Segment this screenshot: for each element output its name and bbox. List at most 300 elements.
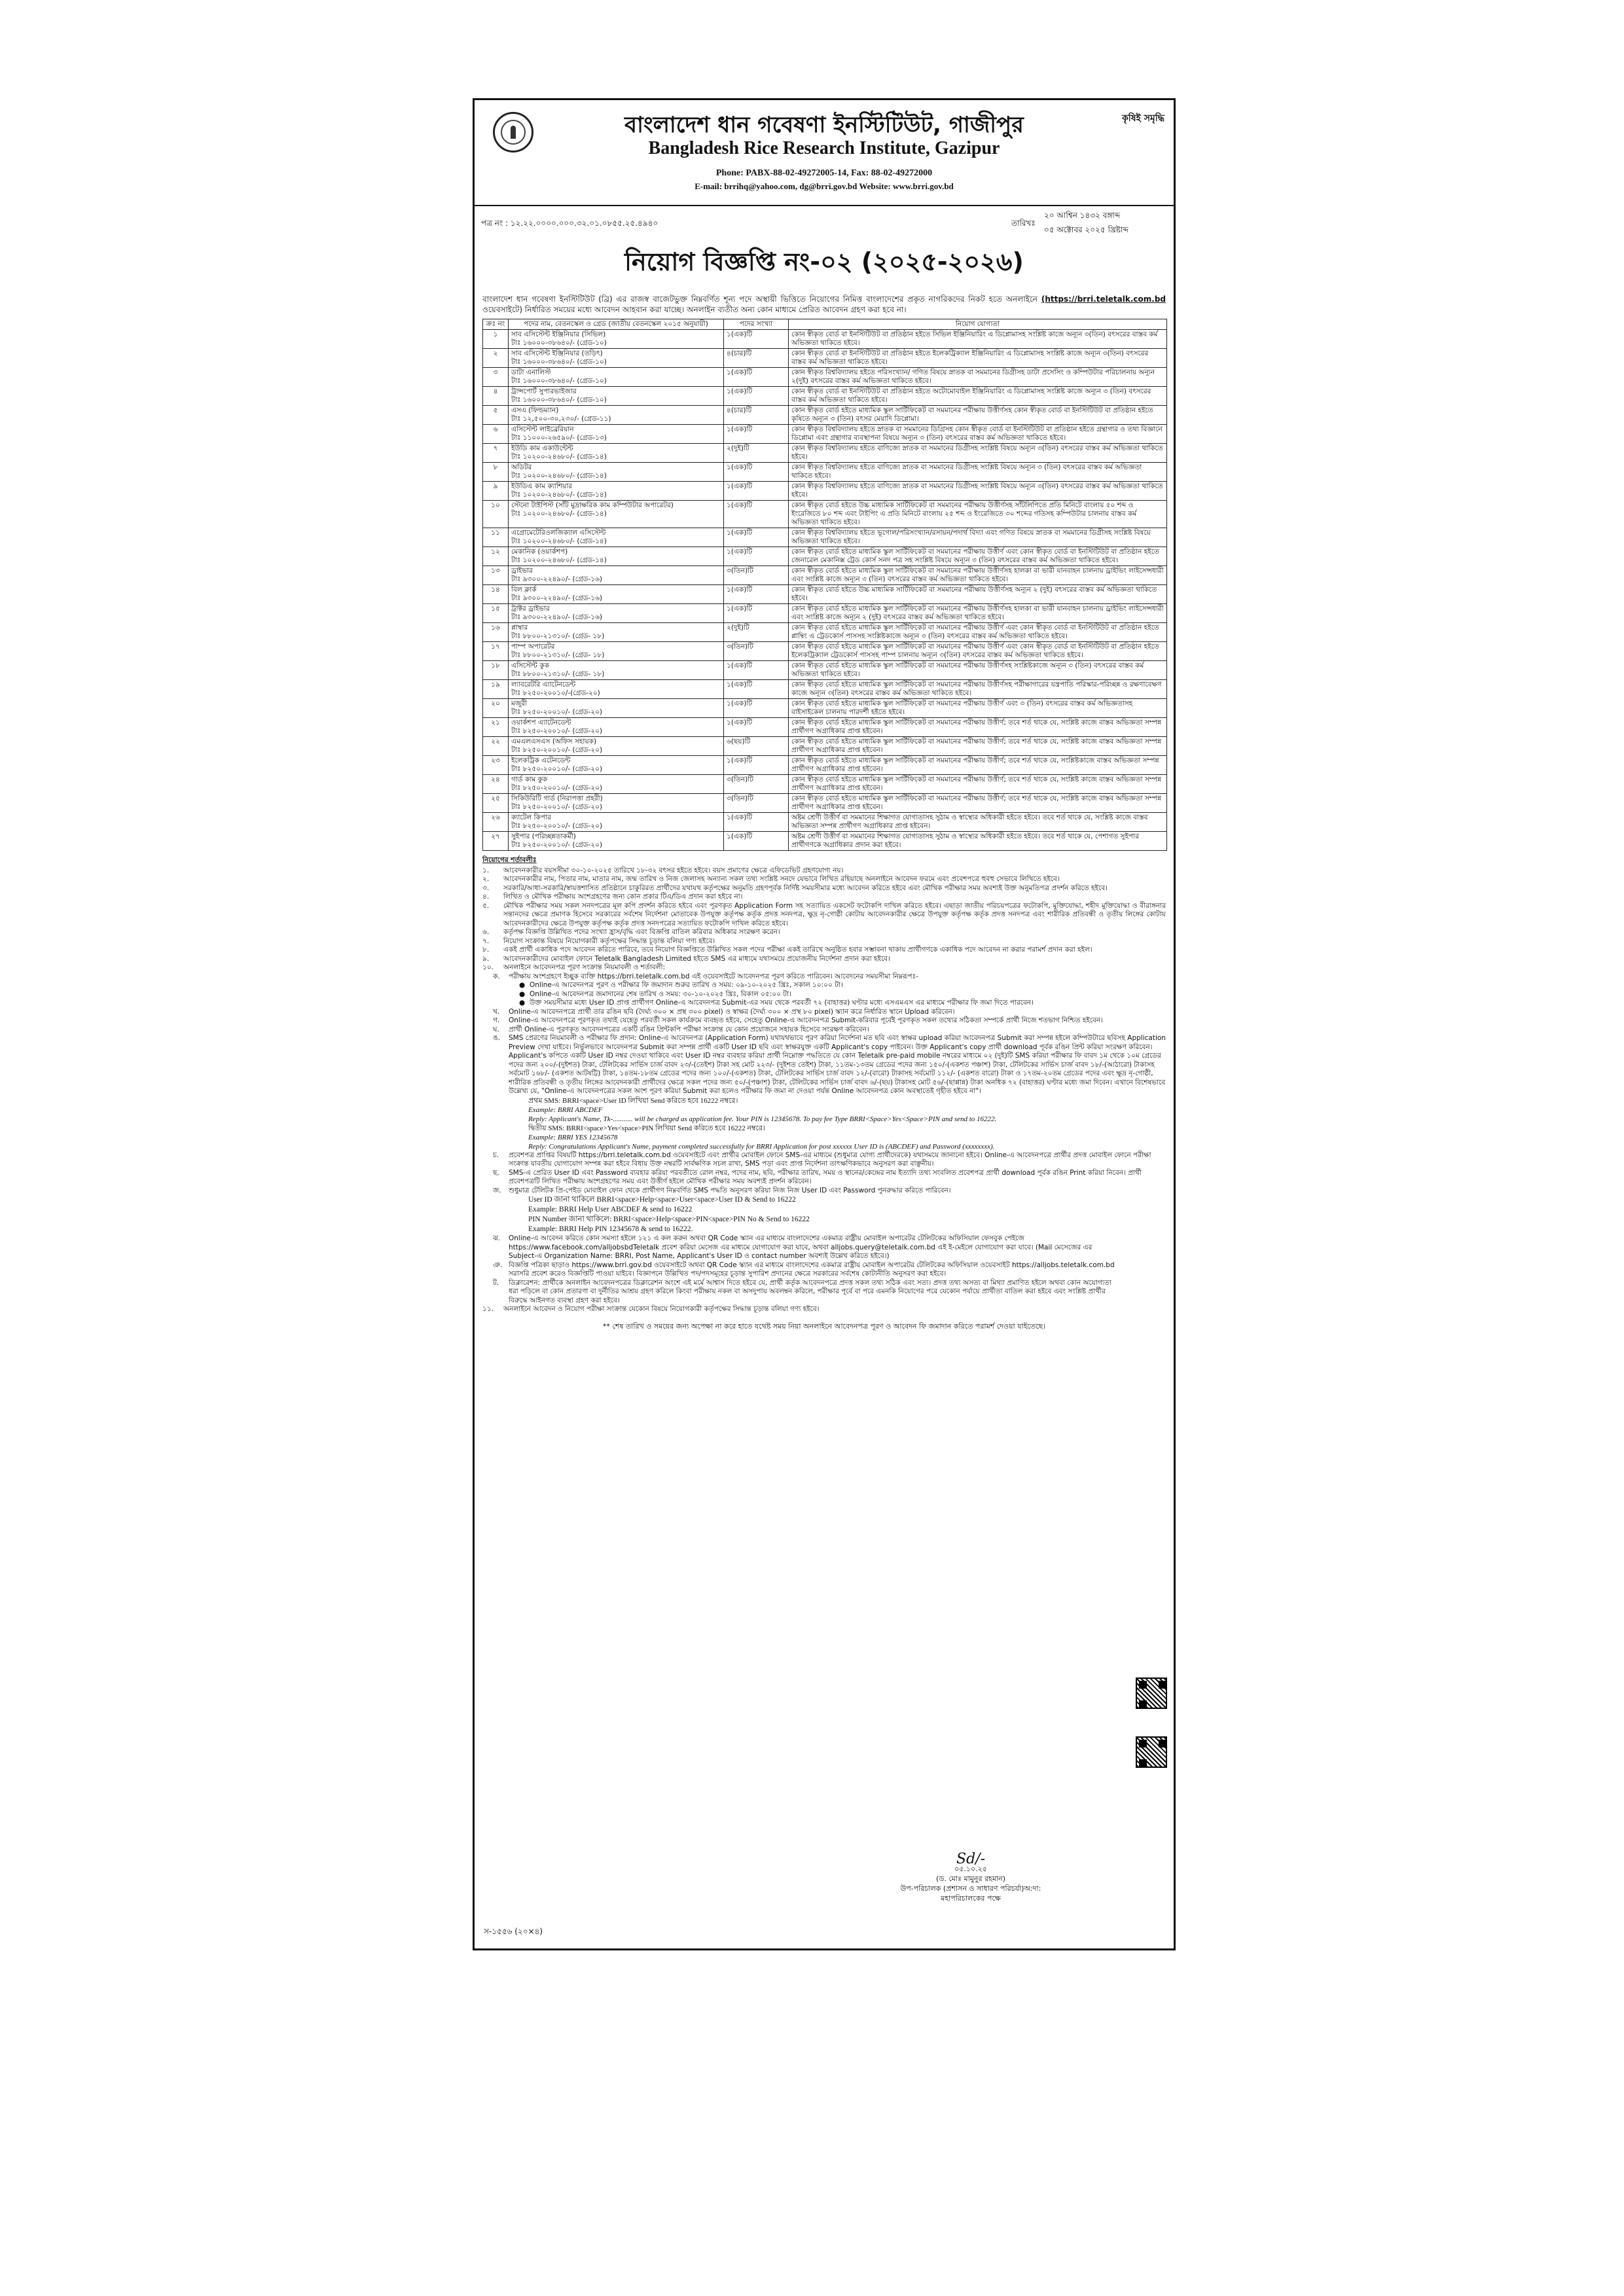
- apply-link[interactable]: (https://brri.teletalk.com.bd: [1041, 295, 1166, 304]
- term-text: আবেদনকারীদের মোবাইল ফোনে Teletalk Bangladesh Limited হইতে SMS এর মাধ্যমে যথাসময়ে প্রয়োজনীয় নির্দেশনা প্রদান করা হইবে।: [503, 954, 890, 963]
- sub-text: প্রার্থী Online-এ পূরণকৃত আবেদনপত্রের একটি রঙিন প্রিন্টকপি পরীক্ষা সংক্রান্ত যে কোন প্রয়োজনে সহায়ক হিসেবে সংরক্ষণ করিবেন।: [509, 1025, 869, 1033]
- sub-marker: ঘ.: [493, 1025, 499, 1033]
- header-qualification: নিয়োগ যোগ্যতা: [789, 319, 1167, 330]
- row-sl: ১৮: [483, 661, 509, 680]
- schedule-bullet: [519, 981, 1166, 990]
- row-post-count: ১(এক)টি: [724, 463, 789, 482]
- sub-text: SMS প্রেরণের নিয়মাবলী ও পরীক্ষার ফি প্রদান: Online-এ আবেদনপত্র (Application Form) যথাযথভাবে পূরণ করিয়া নির্দেশনা মত ছবি এবং স্বাক্ষর upload করিয়া আবেদনপত্র Submit করা সম্পন্ন হইলে কম্পিউটারে ছবিসহ Application Preview দেখা যাইবে। নির্ভুলভাবে আবেদনপত্র Submit করা সম্পন্ন প্রার্থী একটি User ID ছবি এবং স্বাক্ষরযুক্ত একটি Applicant's copy পাইবেন। উক্ত Applicant's copy প্রার্থী download পূর্বক রঙিন প্রিন্ট করিয়া সংরক্ষণ করিবেন। Applicant's কপিতে একটি User ID নম্বর দেওয়া থাকিবে এবং User ID নম্বর ব্যবহার করিয়া প্রার্থী নিম্নোক্ত পদ্ধতিতে যে কোন Teletalk pre-paid mobile নম্বরের মাধ্যমে ০২ (দুই)টি SMS করিয়া পরীক্ষার ফি বাবদ ১ম থেকে ১০ম গ্রেডের পদের জন্য ২০০/-(দুইশত) টাকা, টেলিটকের সার্ভিস চার্জ বাবদ ২৩/-(তেইশ) টাকা সহ মোট ২২৩/- (দুইশত তেইশ) টাকা, ১১তম-১৩তম গ্রেডের পদের জন্য ১৫০/-(একশত পঞ্চাশ) টাকা, টেলিটকের সার্ভিস চার্জ বাবদ ১৮/-(আঠারো) টাকাসহ সর্বমোট ১৬৮/- (একশত আটষট্টি) টাকা, ১৪তম-১৮তম গ্রেডের পদের জন্য ১০০/-(একশত) টাকা, টেলিটকের সার্ভিস চার্জ বাবদ ১২/-(বারো) টাকাসহ সর্বমোট ১১২/- (একশত বারো) টাকা ও ১৭তম-২০তম গ্রেডের পদের এবং ক্ষুদ্র নৃ-গোষ্ঠী, শারীরিক প্রতিবন্ধী ও তৃতীয় লিঙ্গের আবেদনকারী প্রার্থীদের ক্ষেত্রে সকল পদের জন্য ৫০/-(পঞ্চাশ) টাকা, টেলিটকের সার্ভিস চার্জ বাবদ ৬/-(ছয়) টাকাসহ মোট ৫৬/-(ছাপ্পান্ন) টাকা অনধিক ৭২ (বাহাত্তর) ঘণ্টার মধ্যে জমা দিবেন। এখানে বিশেষভাবে উল্লেখ্য যে, "Online-এ আবেদনপত্রের সকল অংশ পূরণ করিয়া Submit করা হলেও পরীক্ষার ফি জমা না দেওয়া পর্যন্ত Online আবেদনপত্র কোন অবস্থাতেই গৃহীত হইবে না"।: [509, 1034, 1166, 1095]
- sub-marker: খ.: [493, 1007, 500, 1016]
- row-qualification: কোন স্বীকৃত বিশ্ববিদ্যালয় হইতে বাণিজ্যে স্নাতক বা সমমানের ডিগ্রীসহ সংশ্লিষ্ট বিষয়ে অন্যূন ৩(তিন) বৎসরের বাস্তব কর্ম অভিজ্ঞতা থাকিতে হইবে।: [789, 482, 1167, 501]
- row-qualification: কোন স্বীকৃত বোর্ড হইতে মাধ্যমিক স্কুল সার্টিফিকেট বা সমমানের পরীক্ষায় উত্তীর্ণসহ কোন স্বীকৃত বোর্ড বা ইনস্টিটিউট বা প্রতিষ্ঠান হইতে কৃষিতে অন্যূন ৩ (তিন) বৎসর মেয়াদি ডিপ্লোমা।: [789, 406, 1167, 425]
- row-post-name: [509, 794, 724, 813]
- row-post-name: [509, 387, 724, 406]
- term-sub-k: [493, 973, 1166, 982]
- post-name: এসিস্টেন্ট লাইব্রেরিয়ান: [511, 425, 574, 433]
- row-post-name: [509, 528, 724, 547]
- table-row: [483, 528, 1167, 547]
- post-name: ট্রান্সপোর্ট সুপারভাইজার: [511, 387, 577, 395]
- row-sl: ৬: [483, 425, 509, 444]
- row-qualification: কোন স্বীকৃত বোর্ড হইতে মাধ্যমিক স্কুল সার্টিফিকেট বা সমমানের পরীক্ষায় উত্তীর্ণ; তবে শর্ত থাকে যে, সংশ্লিষ্টকাজে বাস্তব অভিজ্ঞতা সম্পন্ন প্রার্থীগণ অগ্রাধিকার প্রাপ্ত হইবেন।: [789, 756, 1167, 775]
- sub-marker: চ.: [493, 1151, 499, 1159]
- row-sl: ২৭: [483, 832, 509, 851]
- row-post-name: [509, 604, 724, 623]
- sub-marker: জ.: [493, 1186, 501, 1194]
- row-sl: ৭: [483, 444, 509, 463]
- signature-mark: Sd/-: [956, 1851, 985, 1867]
- table-row: [483, 718, 1167, 737]
- post-name: ইউডিএ কাম ক্যাশিয়ার: [511, 482, 572, 490]
- post-name: এগ্রোমেটেরিওলজিক্যাল এসিস্টেন্ট: [511, 529, 606, 537]
- post-name: এমএলএসএস (অফিস সহায়ক): [511, 738, 597, 745]
- post-pay-scale: টাঃ ৮২৫০-২০০১০/- (গ্রেড-২০): [511, 765, 603, 773]
- post-name: ইউডি কাম একাউন্টেন্ট: [511, 444, 573, 452]
- row-post-count: ৩(তিন)টি: [724, 775, 789, 794]
- post-name: সিকিউরিটি গার্ড (নিরাপত্তা প্রহরী): [511, 795, 603, 802]
- row-post-name: [509, 832, 724, 851]
- row-sl: ৫: [483, 406, 509, 425]
- table-row: [483, 623, 1167, 642]
- post-pay-scale: টাঃ ১১০০০-২৬৫৯০/- (গ্রেড-১৩): [511, 434, 607, 442]
- table-row: [483, 604, 1167, 623]
- post-name: বিল ক্লার্ক: [511, 586, 537, 594]
- help-line: PIN Number জানা থাকিলে: BRRI<space>Help<space>PIN<space>PIN No & Send to 16222: [528, 1215, 810, 1223]
- table-row: [483, 661, 1167, 680]
- post-pay-scale: টাঃ ১০২০০-২৪৬৮০/- (গ্রেড-১৪): [511, 537, 607, 545]
- sms2-example: Example: BRRI YES 12345678: [528, 1133, 618, 1141]
- term-11: [482, 1305, 1166, 1314]
- post-name: সাব এসিস্টেন্ট ইঞ্জিনিয়ার (সিভিল): [511, 331, 606, 338]
- sub-text: Online-এ আবেদনপত্রে প্রার্থী তার রঙিন ছবি (দৈর্ঘ্য ৩০০ × প্রস্থ ৩০০ pixel) ও স্বাক্ষর (দৈর্ঘ্য ৩০০ × প্রস্থ ৮০ pixel) স্ক্যান করে নির্ধারিত স্থানে Upload করিবেন।: [509, 1007, 955, 1016]
- qr-code-icon[interactable]: [1136, 1736, 1167, 1768]
- row-sl: ১: [483, 330, 509, 349]
- row-qualification: কোন স্বীকৃত বোর্ড হইতে মাধ্যমিক স্কুল সার্টিফিকেট বা সমমানের পরীক্ষায় উত্তীর্ণ; তবে শর্ত থাকে যে, সংশ্লিষ্ট কাজে বাস্তব অভিজ্ঞতা সম্পন্ন প্রার্থীগণ অগ্রাধিকার প্রাপ্ত হইবেন।: [789, 737, 1167, 756]
- term-sub-item: [493, 1034, 1166, 1096]
- institute-title-en: Bangladesh Rice Research Institute, Gazipur: [648, 138, 1000, 158]
- sub-marker: ঝ.: [493, 1234, 501, 1242]
- post-pay-scale: টাঃ ৯৩০০-২২৪৯০/- (গ্রেড-১৬): [511, 613, 603, 621]
- row-post-count: ৩(তিন)টি: [724, 794, 789, 813]
- row-post-name: [509, 501, 724, 528]
- row-post-name: [509, 661, 724, 680]
- term-text: সরকারি/আধা-সরকারি/স্বায়ত্তশাসিত প্রতিষ্ঠানে চাকুরিরত প্রার্থীদের যথাযথ কর্তৃপক্ষের অনুমতি গ্রহণপূর্বক নির্দিষ্ট সময়সীমার মধ্যে আবেদন করিতে হইবে এবং মৌখিক পরীক্ষার সময় অবশ্যই উক্ত অনুমতিপত্র প্রদর্শন করিতে হইবে।: [503, 884, 1108, 892]
- row-post-name: [509, 425, 724, 444]
- terms-sub-list-3: [482, 1234, 1120, 1305]
- row-post-count: ৬(ছয়)টি: [724, 737, 789, 756]
- table-row: [483, 406, 1167, 425]
- table-row: [483, 547, 1167, 566]
- term-item: [482, 884, 1166, 893]
- date-gregorian: ০৫ অক্টোবর ২০২৫ খ্রিষ্টাব্দ: [1044, 225, 1128, 234]
- post-name: স্টেনো টাইপিস্ট (সাঁট মুদ্রাক্ষরিক কাম কম্পিউটার অপারেটর): [511, 501, 674, 509]
- row-post-count: ১(এক)টি: [724, 330, 789, 349]
- sub-text: ডিক্লারেশন: প্রার্থীকে অনলাইন আবেদনপত্রের ডিক্লারেশন অংশে এই মর্মে আশ্বাস দিতে হইবে যে, প্রার্থী কর্তৃক আবেদনপত্রে প্রদত্ত সকল তথ্য সঠিক এবং সত্য। প্রদত্ত তথ্য অসত্য বা মিথ্যা প্রমাণিত হইলে অথবা কোন অযোগ্যতা ধরা পড়িলে বা কোন প্রতারণা বা দুর্নীতির আশ্রয় গ্রহণ করিলে কিংবা পরীক্ষায় নকল বা অসদুপায় অবলম্বন করিলে, পরীক্ষার পূর্বে বা পরে এমনকি নিয়োগের পরে যেকোন পর্যায়ে প্রার্থীতা বাতিল করা হইবে এবং সংশ্লিষ্ট প্রার্থীর বিরুদ্ধে আইনগত ব্যবস্থা গ্রহণ করা হইবে।: [509, 1278, 1111, 1304]
- header-sl: ক্রঃ নং: [483, 319, 509, 330]
- sub-text: প্রবেশপত্র প্রাপ্তির বিষয়টি https://brri.teletalk.com.bd ওয়েবসাইটে এবং প্রার্থীর মোবাইল ফোনে SMS-এর মাধ্যমে (শুধুমাত্র যোগ্য প্রার্থীদেরকে) যথাসময়ে জানানো হইবে। Online-এ আবেদনপত্রে প্রার্থীর প্রদত্ত মোবাইল ফোনে পরীক্ষা সংক্রান্ত যাবতীয় যোগাযোগ সম্পন্ন করা হইবে বিধায় উক্ত নম্বরটি সার্বক্ষণিক সচল রাখা, SMS পড়া এবং প্রাপ্ত নির্দেশনা তাৎক্ষণিকভাবে অনুসরণ করা বাঞ্ছনীয়।: [509, 1151, 1151, 1168]
- intro-paragraph: [482, 294, 1166, 315]
- term-text: আবেদনকারীর নাম, পিতার নাম, মাতার নাম, জন্ম তারিখ ও নিজ জেলাসহ অন্যান্য সকল তথ্য সংশ্লিষ্ট সনদে যেভাবে লিখিত রহিয়াছে অনলাইনে আবেদন ফরমে এবং প্রবেশপত্রে হুবহু সেভাবে লিখিতে হইবে।: [503, 875, 1060, 883]
- header-post-count: পদের সংখ্যা: [724, 319, 789, 330]
- table-row: [483, 794, 1167, 813]
- row-qualification: কোন স্বীকৃত বোর্ড বা ইনস্টিটিউট বা প্রতিষ্ঠান হইতে ইলেকট্রিক্যাল ইঞ্জিনিয়ারিং এ ডিপ্লোমাসহ সংশ্লিষ্ট কাজে অন্যূন ৩(তিন) বৎসরের বাস্তব কর্ম অভিজ্ঞতা থাকিতে হইবে।: [789, 349, 1167, 368]
- table-row: [483, 699, 1167, 718]
- term-item: [482, 937, 1166, 946]
- row-sl: ২১: [483, 718, 509, 737]
- post-name: ড্রাইভার: [511, 567, 533, 575]
- row-post-count: ১(এক)টি: [724, 585, 789, 604]
- row-sl: ২: [483, 349, 509, 368]
- sms1-reply: Reply: Applicant's Name, Tk-........... will be charged as application fee. Your PIN is 12345678. To pay fee Type BRRI<Space>Yes<Space>PIN and send to 16222.: [528, 1115, 997, 1123]
- term-item: [482, 893, 1166, 902]
- term-marker: ৯.: [482, 954, 490, 963]
- phone-line: Phone: PABX-88-02-49272005-14, Fax: 88-02-49272000: [715, 168, 933, 178]
- row-qualification: কোন স্বীকৃত বিশ্ববিদ্যালয় হইতে বাণিজ্যে স্নাতক বা সমমানের ডিগ্রীসহ সংশ্লিষ্ট বিষয়ে অন্যূন ৩ (তিন) বৎসরের বাস্তব কর্ম অভিজ্ঞতা থাকিতে হইবে।: [789, 463, 1167, 482]
- term-marker: ১.: [482, 866, 490, 874]
- row-post-count: ২(দুই)টি: [724, 623, 789, 642]
- term-marker: ৩.: [482, 884, 490, 892]
- row-post-name: [509, 756, 724, 775]
- row-post-count: ৩(তিন)টি: [724, 642, 789, 661]
- post-name: ওয়ার্কশপ এ্যাটেনডেন্ট: [511, 719, 571, 726]
- row-qualification: কোন স্বীকৃত বোর্ড হইতে মাধ্যমিক স্কুল সার্টিফিকেট বা সমমানের পরীক্ষায় উত্তীর্ণ; তবে শর্ত থাকে যে, সংশ্লিষ্ট কাজে বাস্তব অভিজ্ঞতা সম্পন্ন প্রার্থীগণ অগ্রাধিকার প্রাপ্ত হইবেন।: [789, 794, 1167, 813]
- term-marker: ১০.: [482, 963, 494, 971]
- term-sub-item: [493, 1234, 1120, 1261]
- memo-number: পত্র নং : ১২.২২.০০০০.০০০.৩২.০১.০৮৫৫.২৫.৪৯৪০: [481, 219, 659, 228]
- row-qualification: অষ্টম শ্রেণী উত্তীর্ণ বা সমমানের শিক্ষাগত যোগ্যতাসহ সুঠাম ও স্বাস্থ্যের অধিকারী হইতে হইবে। তবে শর্ত থাকে যে, সংশ্লিষ্ট কাজে বাস্তব অভিজ্ঞতা সম্পন্ন প্রার্থীগণ অগ্রাধিকার প্রাপ্ত হইবেন।: [789, 813, 1167, 832]
- signatory-designation: উপ-পরিচালক (প্রশাসন ও সাধারণ পরিচর্যা)অ:দা:: [900, 1884, 1041, 1893]
- slogan: কৃষিই সমৃদ্ধি: [1122, 113, 1164, 124]
- row-post-count: ১(এক)টি: [724, 547, 789, 566]
- row-qualification: অষ্টম শ্রেণী উত্তীর্ণ বা সমমানের শিক্ষাগত যোগ্যতাসহ সুঠাম ও স্বাস্থ্যের অধিকারী হইতে হইবে। তবে শর্ত থাকে যে, পেশাগত সুইপার প্রার্থীগণকে অগ্রাধিকার প্রদান করা হইবে।: [789, 832, 1167, 851]
- row-post-count: ১(এক)টি: [724, 680, 789, 699]
- table-row: [483, 349, 1167, 368]
- memo-line: [475, 206, 1174, 239]
- row-post-count: ১(এক)টি: [724, 661, 789, 680]
- sub-text: শুধুমাত্র টেলিটক প্রি-পেইড মোবাইল ফোন থেকে প্রার্থীগণ নিম্নবর্ণিত SMS পদ্ধতি অনুসরণ করিয়া নিজ নিজ User ID এবং Password পুনরুদ্ধার করিতে পারিবেন।: [509, 1186, 951, 1194]
- table-row: [483, 482, 1167, 501]
- post-pay-scale: টাঃ ৮৮০০-২১৩১০/- (গ্রেড- ১৮): [511, 670, 605, 678]
- post-name: মেকানিক (ওয়ার্কশপ): [511, 548, 568, 556]
- table-row: [483, 642, 1167, 661]
- term-text: আবেদনকারীর বয়সসীমা ৩০-১০-২০২৫ তারিখে ১৮-৩২ বৎসর হইতে হইবে। বয়স প্রমাণের ক্ষেত্রে এফিডেভিট গ্রহণযোগ্য নয়।: [503, 866, 844, 874]
- post-pay-scale: টাঃ ১০২০০-২৪৬৮০/- (গ্রেড-১৪): [511, 453, 607, 461]
- row-sl: ১২: [483, 547, 509, 566]
- row-qualification: কোন স্বীকৃত বিশ্ববিদ্যালয় হইতে বাণিজ্যে স্নাতক বা সমমানের ডিগ্রীসহ সংশ্লিষ্ট বিষয়ে অন্যূন ৩(তিন) বৎসরের বাস্তব কর্ম অভিজ্ঞতা থাকিতে হইবে।: [789, 444, 1167, 463]
- term-text: লিখিত ও মৌখিক পরীক্ষায় অংশগ্রহণের জন্য কোন প্রকার টিএ/ডিএ প্রদান করা হইবে না।: [503, 893, 743, 901]
- post-pay-scale: টাঃ ১৬০০০-৩৮৬৪০/- (গ্রেড-১০): [511, 396, 607, 404]
- row-sl: ২৬: [483, 813, 509, 832]
- letterhead: [475, 100, 1174, 206]
- row-qualification: কোন স্বীকৃত বোর্ড বা ইনস্টিটিউট বা প্রতিষ্ঠান হইতে সিভিল ইঞ্জিনিয়ারিং এ ডিপ্লোমাসহ সংশ্লিষ্ট কাজে অন্যূন ৩(তিন) বৎসরের বাস্তব কর্ম অভিজ্ঞতা থাকিতে হইবে।: [789, 330, 1167, 349]
- footer-code: স-১৫৫৬ (২০×৪): [484, 1927, 543, 1936]
- table-row: [483, 832, 1167, 851]
- sub-text: পরীক্ষায় অংশগ্রহণে ইচ্ছুক ব্যক্তি https://brri.teletalk.com.bd এই ওয়েবসাইটে আবেদনপত্র পূরণ করিতে পারিবেন। আবেদনের সময়সীমা নিম্নরূপঃ-: [509, 972, 918, 980]
- posts-table-body: [483, 330, 1167, 851]
- signatory-on-behalf: মহাপরিচালকের পক্ষে: [941, 1894, 1001, 1903]
- post-pay-scale: টাঃ ৮২৫০-২০০১০/- (গ্রেড-২০): [511, 727, 603, 735]
- post-pay-scale: টাঃ ১০২০০-২৪৬৮০/- (গ্রেড-১৪): [511, 472, 607, 480]
- post-name: সুইপার (পরিচ্ছন্নতাকর্মী): [511, 833, 576, 840]
- row-post-count: ১(এক)টি: [724, 718, 789, 737]
- row-qualification: কোন স্বীকৃত বিশ্ববিদ্যালয় হইতে স্নাতক বা সমমানের ডিগ্রিসহ কোন স্বীকৃত বোর্ড বা ইনস্টিটিউট বা প্রতিষ্ঠান হইতে গ্রন্থাগার ও তথ্য বিজ্ঞানে ডিপ্লোমা এবং গ্রন্থাগার ব্যবস্থাপনা বিষয়ে অন্যূন ৩ (তিন) বৎসরের বাস্তব কর্ম অভিজ্ঞতা থাকিতে হইবে।: [789, 425, 1167, 444]
- date-label: তারিখঃ: [1011, 219, 1036, 228]
- term-marker: ৪.: [482, 893, 490, 901]
- posts-table: [482, 319, 1167, 851]
- post-pay-scale: টাঃ ৮২৫০-২০০১০/- (গ্রেড-২০): [511, 746, 603, 754]
- table-row: [483, 387, 1167, 406]
- post-pay-scale: টাঃ ৮২৫০-২০০১০/-(গ্রেড-২০): [511, 689, 600, 697]
- row-post-name: [509, 775, 724, 794]
- header-post-name: পদের নাম, বেতনস্কেল ও গ্রেড (জাতীয় বেতনস্কেল ২০১৫ অনুযায়ী): [509, 319, 724, 330]
- row-qualification: কোন স্বীকৃত বোর্ড হইতে মাধ্যমিক স্কুল সার্টিফিকেট বা সমমানের পরীক্ষায় উত্তীর্ণসহ হালকা বা ভারী যানবাহন চালনায় ড্রাইভিং লাইসেন্সধারী এবং সংশ্লিষ্ট কাজে অন্যূন ২ (দুই) বৎসরের বাস্তব কর্ম অভিজ্ঞতা থাকিতে হইবে।: [789, 604, 1167, 623]
- row-qualification: কোন স্বীকৃত বোর্ড হইতে মাধ্যমিক স্কুল সার্টিফিকেট বা সমমানের পরীক্ষায় উত্তীর্ণ এবং কোন স্বীকৃত বোর্ড বা ইনস্টিটিউট বা প্রতিষ্ঠান হইতে জেনারেল মেকানিক্স ট্রেড কোর্স সনদ পত্র সহ সংশ্লিষ্ট বিষয়ে অন্যূন ৩ (তিন) বৎসরের বাস্তব কর্ম অভিজ্ঞতা থাকিতে হইবে।: [789, 547, 1167, 566]
- row-sl: ১৭: [483, 642, 509, 661]
- row-qualification: কোন স্বীকৃত বোর্ড হইতে মাধ্যমিক স্কুল সার্টিফিকেট বা সমমানের পরীক্ষায় উত্তীর্ণ; তবে শর্ত থাকে যে, সংশ্লিষ্ট কাজে বাস্তব অভিজ্ঞতা সম্পন্ন প্রার্থীগণ অগ্রাধিকার প্রাপ্ত হইবেন।: [789, 718, 1167, 737]
- sub-marker: ঞ.: [493, 1261, 503, 1269]
- post-name: পাম্প অপারেটর: [511, 643, 555, 651]
- closing-note: ** শেষ তারিখ ও সময়ের জন্য অপেক্ষা না করে হাতে যথেষ্ট সময় নিয়া অনলাইনে আবেদনপত্র পূরণ ও আবেদন ফি জমাদান করিতে পরামর্শ দেওয়া যাইতেছে।: [602, 1321, 1046, 1331]
- help-line: User ID জানা থাকিলে BRRI<space>Help<space>User<space>User ID & Send to 16222: [528, 1196, 796, 1204]
- term-text: অনলাইনে আবেদন ও নিয়োগ পরীক্ষা সংক্রান্ত যেকোন বিষয়ে নিয়োগকারী কর্তৃপক্ষের সিদ্ধান্ত চূড়ান্ত বলিয়া গণ্য হইবে।: [503, 1305, 820, 1313]
- post-pay-scale: টাঃ ৮২৫০-২০০১০/- (গ্রেড-২০): [511, 803, 603, 811]
- post-pay-scale: টাঃ ১৬০০০-৩৮৬৪০/- (গ্রেড-১০): [511, 358, 607, 366]
- bullet-text: Online-এ আবেদনপত্র জমাদানের শেষ তারিখ ও সময়: ৩০-১০-২০২৫ খ্রিঃ, বিকাল ০৫:০০ টা।: [530, 990, 791, 998]
- row-qualification: কোন স্বীকৃত বোর্ড হইতে উচ্চ মাধ্যমিক সার্টিফিকেট বা সমমানের পরীক্ষায় উত্তীর্ণসহ অন্যূন ২ (দুই) বৎসরের বাস্তব কর্ম অভিজ্ঞতা থাকিতে হইবে।: [789, 585, 1167, 604]
- date-bengali: ২০ আশ্বিন ১৪৩২ বঙ্গাব্দ: [1044, 211, 1121, 220]
- table-row: [483, 463, 1167, 482]
- term-marker: ৬.: [482, 928, 490, 936]
- sub-text: SMS-এ প্রেরিত User ID এবং Password ব্যবহার করিয়া পরবর্তীতে রোল নম্বর, পদের নাম, ছবি, পরীক্ষার তারিখ, সময় ও স্থানের/কেন্দ্রের নাম ইত্যাদি তথ্য সংবলিত প্রবেশপত্র প্রার্থী download পূর্বক রঙিন Print করিয়া নিবেন। প্রার্থী প্রবেশপত্রটি লিখিত পরীক্ষায় অংশগ্রহণের সময় এবং উত্তীর্ণ হইলে মৌখিক পরীক্ষার সময় অবশ্যই প্রদর্শন করিবেন।: [509, 1168, 1142, 1185]
- row-sl: ৪: [483, 387, 509, 406]
- sub-marker: ক.: [493, 972, 500, 980]
- row-qualification: কোন স্বীকৃত বোর্ড হইতে উচ্চ মাধ্যমিক সার্টিফিকেট বা সমমানের পরীক্ষায় উত্তীর্ণসহ সাঁটলিপিতে প্রতি মিনিটে বাংলায় ৫০ শব্দ ও ইংরেজিতে ৮০ শব্দ এবং টাইপিং এ প্রতি মিনিটে বাংলায় ২৫ শব্দ ও ইংরেজিতে ৩০ শব্দের গতিসহ কম্পিউটার চালনায় বাস্তব কর্ম অভিজ্ঞতা থাকিতে হইবে।: [789, 501, 1167, 528]
- term-sub-item: [493, 1261, 1120, 1279]
- row-sl: ২০: [483, 699, 509, 718]
- term-item: [482, 902, 1166, 929]
- post-name: ডাটা এনালিস্ট: [511, 368, 551, 376]
- row-sl: ১৫: [483, 604, 509, 623]
- row-qualification: কোন স্বীকৃত বোর্ড হইতে মাধ্যমিক স্কুল সার্টিফিকেট বা সমমানের পরীক্ষায় উত্তীর্ণ; তবে শর্ত থাকে যে, সংশ্লিষ্ট কাজে বাস্তব অভিজ্ঞতা সম্পন্ন প্রার্থীগণ অগ্রাধিকার প্রাপ্ত হইবেন।: [789, 775, 1167, 794]
- terms-sub-list: [482, 1008, 1166, 1096]
- table-row: [483, 585, 1167, 604]
- row-post-name: [509, 813, 724, 832]
- schedule-bullets: [482, 981, 1166, 1008]
- term-text: নিয়োগ সংক্রান্ত বিষয়ে নিয়োগকারী কর্তৃপক্ষের সিদ্ধান্ত চূড়ান্ত বলিয়া গণ্য হইবে।: [503, 937, 715, 945]
- row-post-name: [509, 699, 724, 718]
- row-post-name: [509, 566, 724, 585]
- row-post-name: [509, 330, 724, 349]
- post-pay-scale: টাঃ ৮৮০০-২১৩১০/- (গ্রেড- ১৮): [511, 632, 605, 640]
- bullet-icon: ●: [519, 981, 526, 989]
- post-name: সাব এসিস্টেন্ট ইঞ্জিনিয়ার (তড়িৎ): [511, 350, 603, 357]
- intro-text-after: ওয়েবসাইটে) নির্ধারিত সময়ের মধ্যে আবেদন আহবান করা যাচ্ছে। অনলাইন ব্যতীত অন্য কোন মাধ্যমে প্রেরিত আবেদন গ্রহণ করা হবে না।: [482, 305, 907, 314]
- table-row: [483, 566, 1167, 585]
- table-row: [483, 444, 1167, 463]
- table-row: [483, 813, 1167, 832]
- term-item: [482, 875, 1166, 884]
- row-post-count: ১(এক)টি: [724, 482, 789, 501]
- sub-marker: ছ.: [493, 1168, 499, 1177]
- term-sub-item: [493, 1016, 1166, 1026]
- post-pay-scale: টাঃ ১৬০০০-৩৮৬৪০/- (গ্রেড-১০): [511, 377, 607, 385]
- term-marker: ৫.: [482, 901, 490, 910]
- term-item: [482, 928, 1166, 937]
- terms-list: [482, 867, 1166, 973]
- email-line: E-mail: brrihq@yahoo.com, dg@brri.gov.bd Website: www.brri.gov.bd: [695, 181, 954, 191]
- row-post-name: [509, 642, 724, 661]
- row-sl: ২৪: [483, 775, 509, 794]
- row-sl: ১৯: [483, 680, 509, 699]
- term-text: মৌখিক পরীক্ষার সময় সকল সনদপত্রের মূল কপি প্রদর্শন করিতে হইবে এবং পূরণকৃত Application Form সহ সত্যায়িত একসেট ফটোকপি দাখিল করিতে হইবে। এছাড়া জাতীয় পরিচয়পত্রের ফটোকপি, মুক্তিযোদ্ধা, শহীদ মুক্তিযোদ্ধা ও বীরাঙ্গনার সন্তানদের ক্ষেত্রে প্রমাণক হিসেবে সরকারের সর্বশেষ নির্দেশনা মোতাবেক উপযুক্ত কর্তৃপক্ষ কর্তৃক প্রদত্ত সনদপত্র, ক্ষুদ্র নৃ-গোষ্ঠী কোটায় আবেদনকারীর ক্ষেত্রে উপযুক্ত কর্তৃপক্ষ কর্তৃক প্রদত্ত সনদপত্র এবং শারীরিক প্রতিবন্ধী ও তৃতীয় লিঙ্গের কোটায় আবেদনকারীদের ক্ষেত্রে উপযুক্ত কর্তৃপক্ষ কর্তৃক প্রদত্ত সনদপত্রের সত্যায়িত ফটোকপি দাখিল করিতে হইবে।: [503, 901, 1166, 927]
- notice-sheet: [473, 98, 1176, 1950]
- row-post-count: ১(এক)টি: [724, 387, 789, 406]
- term-sub-item: [493, 1169, 1166, 1187]
- post-pay-scale: টাঃ ৮২৫০-২০০১০/- (গ্রেড-২০): [511, 708, 603, 716]
- term-marker: ৮.: [482, 946, 490, 954]
- post-name: গার্ড কাম কুক: [511, 776, 548, 783]
- row-sl: ১৪: [483, 585, 509, 604]
- sub-text: Online-এ আবেদনপত্রে পূরণকৃত তথ্যই যেহেতু পরবর্তী সকল কার্যক্রমে ব্যবহৃত হইবে, সেহেতু Online-এ আবেদনপত্র Submit-করিবার পূর্বেই পূরণকৃত সকল তথ্যের সঠিকতা সম্পর্কে প্রার্থী নিজে শতভাগ নিশ্চিত হইবেন।: [509, 1016, 1103, 1024]
- post-name: ল্যাবরেটরি এ্যাটেনডেন্ট: [511, 681, 576, 689]
- post-name: অডিটর: [511, 463, 532, 471]
- row-post-count: ১(এক)টি: [724, 832, 789, 851]
- post-pay-scale: টাঃ ৯৩০০-২২৪৯০/- (গ্রেড-১৬): [511, 575, 603, 583]
- term-item: [482, 946, 1166, 955]
- row-post-count: ২(দুই)টি: [724, 444, 789, 463]
- row-post-name: [509, 737, 724, 756]
- post-pay-scale: টাঃ ১০২০০-২৪৬৮০/- (গ্রেড-১৪): [511, 491, 607, 499]
- post-name: মজুরী: [511, 700, 528, 708]
- term-marker: ১১.: [482, 1305, 494, 1313]
- row-sl: ১৬: [483, 623, 509, 642]
- term-text: একই প্রার্থী একাধিক পদে আবেদন করিতে পারিবে, তবে নিয়োগ বিজ্ঞপ্তিতে উল্লিখিত সকল পদের পরীক্ষা একই তারিখে অনুষ্ঠিত হবার সম্ভাবনা থাকায় প্রার্থীগণকে একাধিক পদে আবেদন না করার পরামর্শ প্রদান করা হইল।: [503, 946, 1092, 954]
- signatory-name: (ড. মোঃ মামুনুর রহমান): [935, 1874, 1005, 1883]
- row-post-count: ৩(তিন)টি: [724, 566, 789, 585]
- schedule-bullet: [519, 999, 1166, 1008]
- row-post-name: [509, 585, 724, 604]
- signature-block: [866, 1851, 1075, 1903]
- row-qualification: কোন স্বীকৃত বোর্ড হইতে মাধ্যমিক স্কুল সার্টিফিকেট বা সমমানের পরীক্ষায় উত্তীর্ণ এবং ৩ (তিন) বৎসরের বাস্তব কর্ম অভিজ্ঞতাসহ বাইসাইকেল চালনায় পারদর্শী হইতে হইবে।: [789, 699, 1167, 718]
- row-post-name: [509, 547, 724, 566]
- term-marker: ২.: [482, 875, 490, 883]
- table-row: [483, 330, 1167, 349]
- bullet-text: Online-এ আবেদনপত্র পূরণ ও পরীক্ষার ফি জমাদান শুরুর তারিখ ও সময়: ০৯-১০-২০২৫ খ্রিঃ, সকাল ১০:০০ টা।: [530, 981, 843, 989]
- post-pay-scale: টাঃ ৮২৫০-২০০১০/- (গ্রেড-২০): [511, 841, 603, 849]
- row-sl: ২৫: [483, 794, 509, 813]
- sms1-label: প্রথম SMS: BRRI<space>User ID লিখিয়া Send করিতে হবে 16222 নম্বরে।: [528, 1096, 738, 1105]
- row-post-name: [509, 463, 724, 482]
- row-sl: ১১: [483, 528, 509, 547]
- row-post-name: [509, 623, 724, 642]
- term-sub-item: [493, 1026, 1166, 1035]
- row-post-count: ১(এক)টি: [724, 425, 789, 444]
- sub-marker: ঙ.: [493, 1034, 501, 1042]
- term-marker: ৭.: [482, 937, 490, 945]
- row-sl: ২২: [483, 737, 509, 756]
- post-pay-scale: টাঃ ১০২০০-২৪৬৮০/- (গ্রেড-১৪): [511, 510, 607, 518]
- post-pay-scale: টাঃ ১০২০০-২৪৬৮০/- (গ্রেড-১৪): [511, 556, 607, 564]
- table-row: [483, 737, 1167, 756]
- row-post-count: ১(এক)টি: [724, 604, 789, 623]
- term-sub-item: [493, 1187, 1166, 1196]
- row-post-count: ১(এক)টি: [724, 756, 789, 775]
- term-sub-item: [493, 1279, 1120, 1306]
- help-line: Example: BRRI Help PIN 12345678 & send to 16222.: [528, 1225, 693, 1233]
- help-line: Example: BRRI Help User ABCDEF & send to 16222: [528, 1206, 693, 1213]
- post-pay-scale: টাঃ ১২,৫০০-৩০,২৩০/- (গ্রেড-১১): [511, 415, 611, 423]
- term-sub-item: [493, 1008, 1166, 1017]
- term-item: [482, 867, 1166, 876]
- post-name: ট্রাক্টর ড্রাইভার: [511, 605, 550, 613]
- row-post-name: [509, 680, 724, 699]
- post-name: প্লাম্বার: [511, 624, 528, 632]
- row-sl: ১০: [483, 501, 509, 528]
- sub-marker: ট.: [493, 1278, 499, 1287]
- term-item: [482, 963, 1166, 973]
- sms1-example: Example: BRRI ABCDEF: [528, 1105, 603, 1114]
- post-pay-scale: টাঃ ৮২৫০-২০০১০/- (গ্রেড-২০): [511, 822, 603, 830]
- row-post-count: ৪(চার)টি: [724, 406, 789, 425]
- term-item: [482, 955, 1166, 964]
- schedule-bullet: [519, 990, 1166, 999]
- row-post-name: [509, 406, 724, 425]
- sub-text: বিজ্ঞপ্তি পত্রিকা ছাড়াও https://www.brri.gov.bd ওয়েবসাইটে অথবা QR Code স্ক্যান এর মাধ্যমে বাংলাদেশের একমাত্র রাষ্ট্রীয় মোবাইল অপারেটর টেলিটকের অফিসিয়াল ওয়েবসাইট https://alljobs.teletalk.com.bd সরাসরি প্রবেশ করেও বিজ্ঞপ্তিটি পাওয়া যাইবে। বিজ্ঞাপনে উল্লিখিত পদ/পদসমূহের চূড়ান্ত সুপারিশ প্রদানের ক্ষেত্রে সরকারের সর্বশেষ কোটানীতি অনুসরণ করা হইবে।: [509, 1261, 1115, 1278]
- terms-sub-list-2: [482, 1151, 1166, 1196]
- terms-section: [482, 856, 1166, 1314]
- contact-block: [482, 1234, 1166, 1305]
- row-post-count: ১(এক)টি: [724, 501, 789, 528]
- bullet-icon: ●: [519, 990, 526, 998]
- post-pay-scale: টাঃ ৮৮০০-২১৩১০/- (গ্রেড- ১৮): [511, 651, 605, 659]
- row-qualification: কোন স্বীকৃত বিশ্ববিদ্যালয় হইতে পরিসংখ্যান/ গণিত বিষয়ে স্নাতক বা সমমানের ডিগ্রীসহ ডাটা প্রসেসিং ও কম্পিউটার পরিচালনায় অন্যূন ২(দুই) বৎসরের বাস্তব কর্ম অভিজ্ঞতা থাকিতে হইবে।: [789, 368, 1167, 387]
- row-post-count: ৪(চার)টি: [724, 349, 789, 368]
- post-pay-scale: টাঃ ১৬০০০-৩৮৬৪০/- (গ্রেড-১০): [511, 339, 607, 347]
- post-name: এসএ (ফিল্ডম্যান): [511, 406, 559, 414]
- intro-text-before: বাংলাদেশ ধান গবেষণা ইনস্টিটিউট (ব্রি) এর রাজস্ব বাজেটভুক্ত নিম্নবর্ণিত শূন্য পদে অস্থায়ী ভিত্তিতে নিয়োগের নিমিত্ত বাংলাদেশের প্রকৃত নাগরিকদের নিকট হতে অনলাইনে: [482, 295, 1041, 304]
- row-post-name: [509, 718, 724, 737]
- row-post-name: [509, 444, 724, 463]
- row-sl: ২৩: [483, 756, 509, 775]
- table-row: [483, 368, 1167, 387]
- terms-title: নিয়োগের শর্তাবলীঃ: [482, 856, 537, 864]
- post-name: ক্যাটেল কিপার: [511, 814, 551, 821]
- bullet-icon: ●: [519, 999, 526, 1007]
- term-sub-item: [493, 1151, 1166, 1169]
- row-sl: ৮: [483, 463, 509, 482]
- row-post-count: ১(এক)টি: [724, 813, 789, 832]
- notice-title: নিয়োগ বিজ্ঞপ্তি নং-০২ (২০২৫-২০২৬): [624, 247, 1024, 276]
- institute-title-bn: বাংলাদেশ ধান গবেষণা ইনস্টিটিউট, গাজীপুর: [624, 112, 1024, 138]
- row-post-name: [509, 349, 724, 368]
- table-row: [483, 425, 1167, 444]
- term-text: অনলাইনে আবেদনপত্র পূরণ সংক্রান্ত নিয়মাবলী ও শর্তাবলী:: [503, 963, 665, 971]
- row-qualification: কোন স্বীকৃত বোর্ড হইতে মাধ্যমিক স্কুল সার্টিফিকেট বা সমমানের পরীক্ষায় উত্তীর্ণ এবং কোন স্বীকৃত বোর্ড বা ইনস্টিটিউট বা প্রতিষ্ঠান হইতে ইলেকট্রিক্যাল ট্রেডকোর্স পাসসহ পাম্প চালনায় অন্যূন ৩(তিন) বৎসরের বাস্তব কর্ম অভিজ্ঞতা থাকিতে হইবে।: [789, 642, 1167, 661]
- row-sl: ৯: [483, 482, 509, 501]
- qr-code-icon[interactable]: [1136, 1677, 1167, 1709]
- post-name: ইলেকট্রিক এটেনডেন্ট: [511, 757, 571, 764]
- sms2-label: দ্বিতীয় SMS: BRRI<space>Yes<space>PIN লিখিয়া Send করিতে হবে 16222 নম্বরে।: [528, 1124, 765, 1132]
- table-row: [483, 756, 1167, 775]
- row-qualification: কোন স্বীকৃত বোর্ড বা ইনস্টিটিউট বা প্রতিষ্ঠান হইতে অটোমোবাইল ইঞ্জিনিয়ারিং এ ডিপ্লোমাসহ সংশ্লিষ্ট কাজে অন্যূন ৩ (তিন) বৎসরের বাস্তব কর্ম অভিজ্ঞতা থাকিতে হইবে।: [789, 387, 1167, 406]
- help-sms-lines: [528, 1195, 1166, 1234]
- post-pay-scale: টাঃ ৯৩০০-২২৪৯০/- (গ্রেড-১৬): [511, 594, 603, 602]
- row-sl: ১৩: [483, 566, 509, 585]
- row-qualification: কোন স্বীকৃত বোর্ড হইতে মাধ্যমিক স্কুল সার্টিফিকেট বা সমমানের পরীক্ষায় উত্তীর্ণসহ হালকা বা ভারী যানবাহন চালনায় ড্রাইভিং লাইসেন্সধারী এবং সংশ্লিষ্ট কাজে অন্যূন ৩ (তিন) বৎসরের বাস্তব কর্ম অভিজ্ঞতা থাকিতে হইবে।: [789, 566, 1167, 585]
- sms-instructions: [528, 1096, 1166, 1151]
- table-row: [483, 680, 1167, 699]
- row-post-count: ১(এক)টি: [724, 699, 789, 718]
- table-row: [483, 501, 1167, 528]
- table-header-row: [483, 319, 1167, 330]
